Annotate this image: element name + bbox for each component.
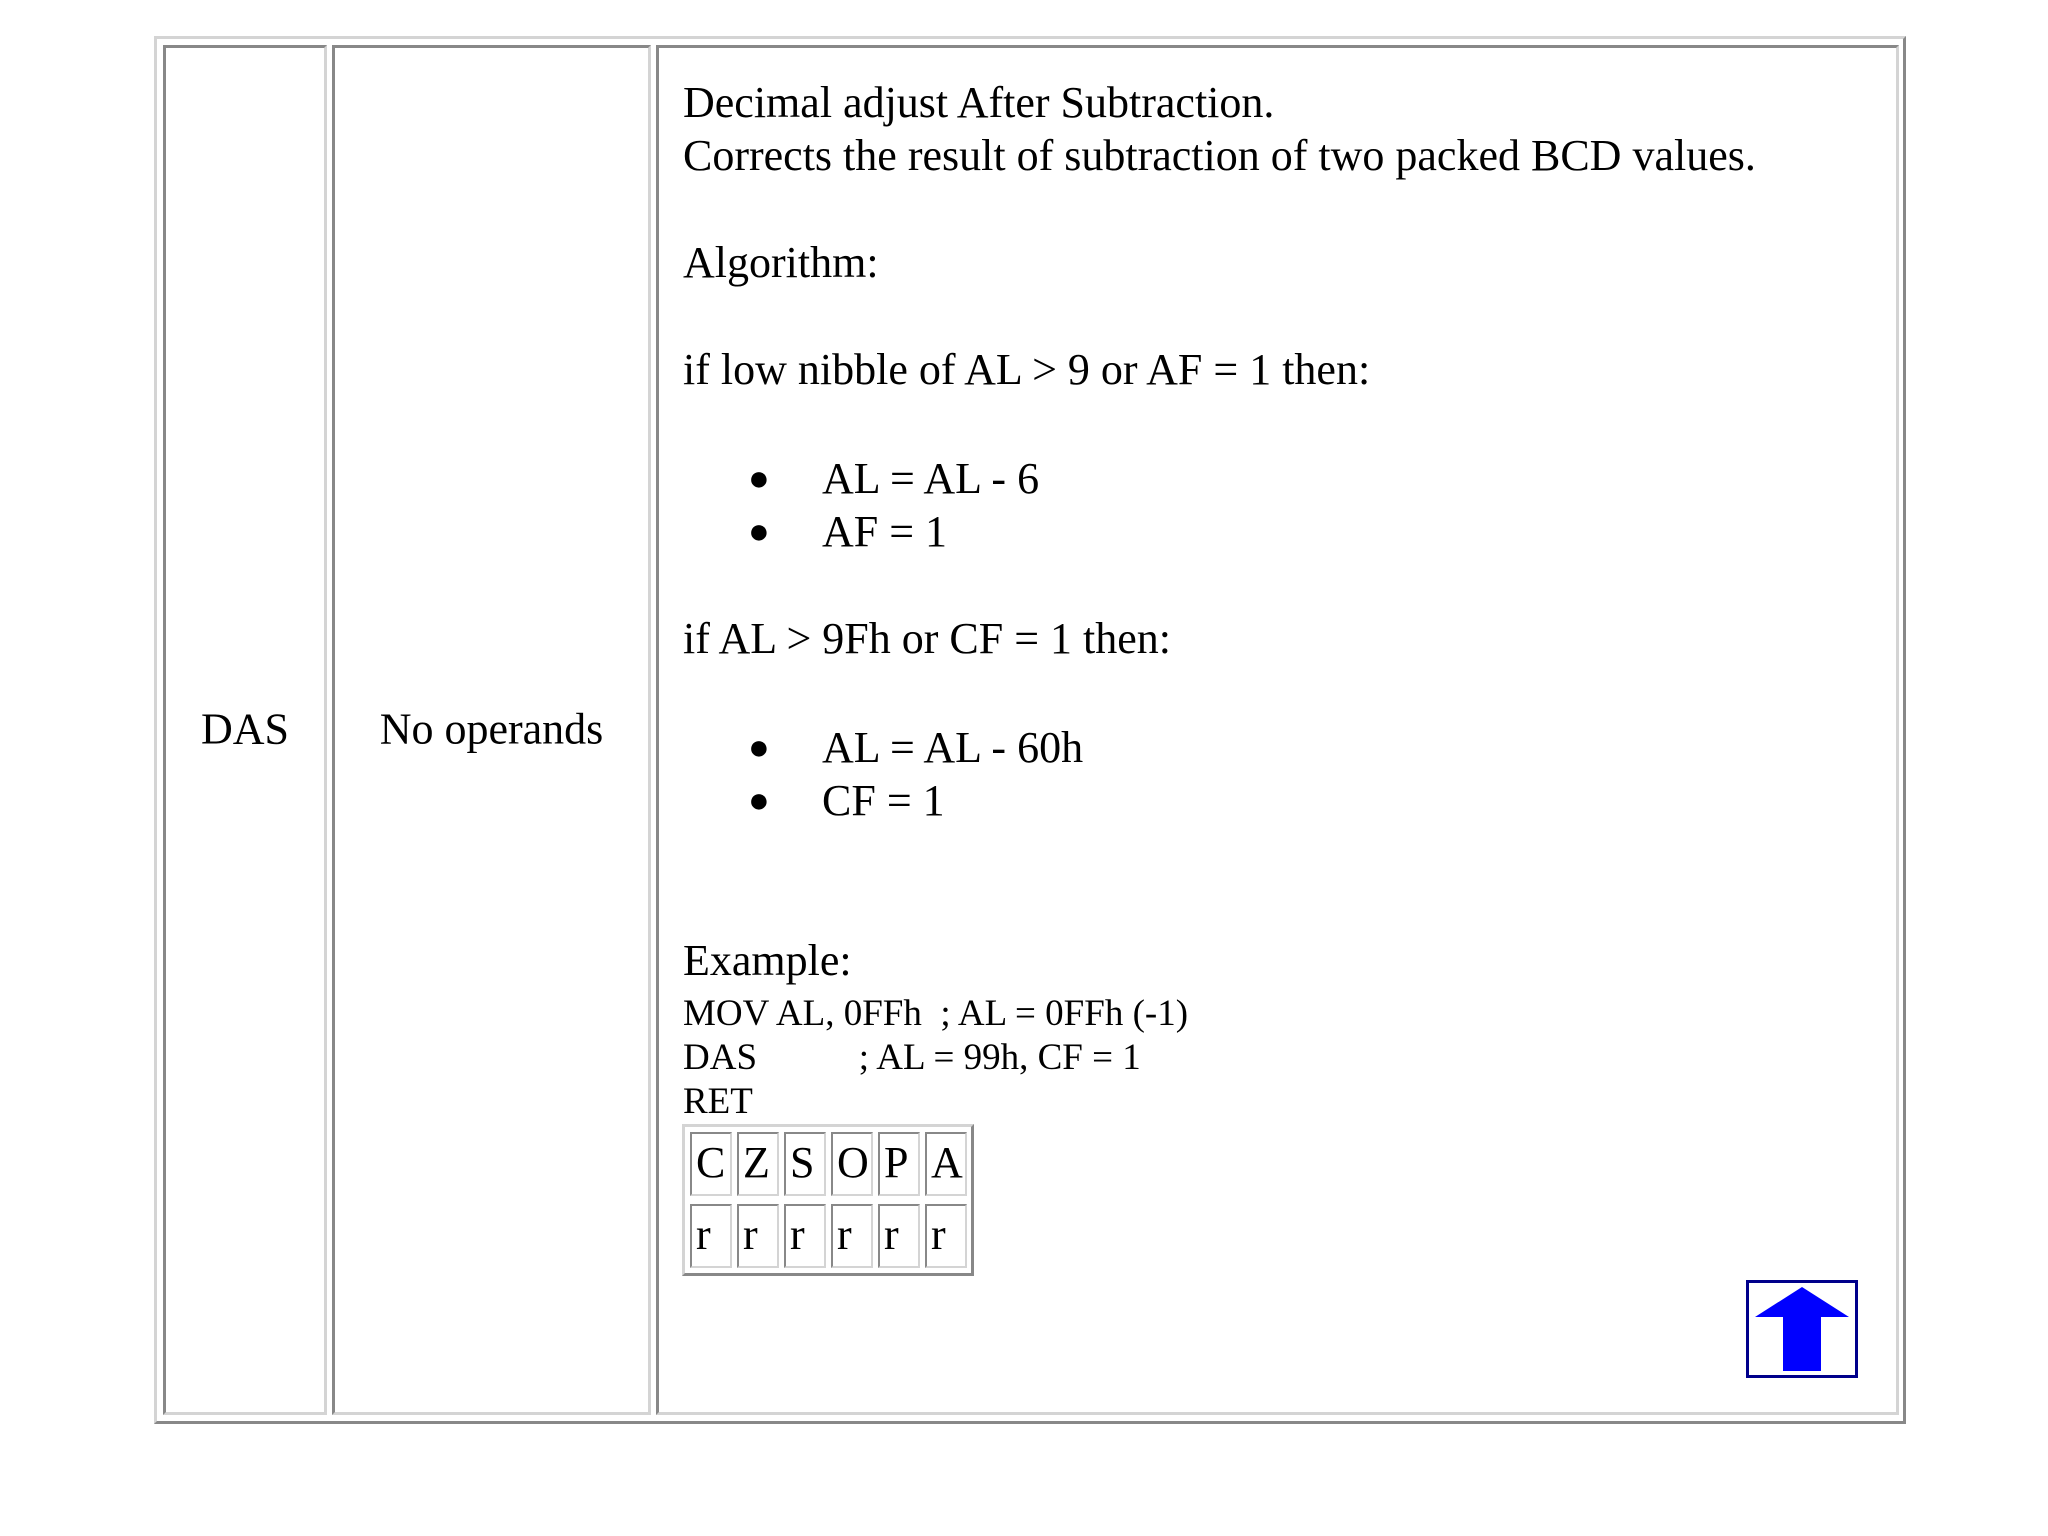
example-label: Example: [683, 936, 852, 985]
flags-table [682, 1124, 974, 1276]
condition-2-item: CF = 1 [822, 776, 945, 825]
flag-header: Z [737, 1132, 779, 1196]
condition-2: if AL > 9Fh or CF = 1 then: [683, 614, 1172, 663]
flag-value: r [925, 1204, 967, 1268]
description-summary: Corrects the result of subtraction of two packed BCD values. [683, 131, 1756, 180]
flag-value: r [784, 1204, 826, 1268]
flag-header: P [878, 1132, 920, 1196]
condition-1-item: AF = 1 [822, 507, 948, 556]
condition-1-item: AL = AL - 6 [822, 454, 1040, 503]
flag-value: r [690, 1204, 732, 1268]
flag-header: A [925, 1132, 967, 1196]
back-to-top-button[interactable] [1746, 1280, 1858, 1378]
bullet-icon: ● [748, 727, 770, 767]
bullet-icon: ● [748, 780, 770, 820]
condition-2-item: AL = AL - 60h [822, 723, 1084, 772]
bullet-icon: ● [748, 511, 770, 551]
flag-header: S [784, 1132, 826, 1196]
condition-1: if low nibble of AL > 9 or AF = 1 then: [683, 345, 1371, 394]
description-title: Decimal adjust After Subtraction. [683, 78, 1275, 127]
flag-value: r [878, 1204, 920, 1268]
algorithm-label: Algorithm: [683, 238, 879, 287]
code-line: DAS ; AL = 99h, CF = 1 [683, 1037, 1141, 1078]
instruction-name-cell [163, 45, 327, 1415]
code-line: MOV AL, 0FFh ; AL = 0FFh (-1) [683, 993, 1189, 1034]
instruction-name: DAS [200, 704, 290, 754]
bullet-icon: ● [748, 458, 770, 498]
up-arrow-icon [1749, 1283, 1855, 1375]
flag-value: r [737, 1204, 779, 1268]
code-line: RET [683, 1081, 753, 1122]
instruction-operands: No operands [379, 704, 604, 754]
flag-header: C [690, 1132, 732, 1196]
flag-value: r [831, 1204, 873, 1268]
flag-header: O [831, 1132, 873, 1196]
instruction-operands-cell [332, 45, 651, 1415]
